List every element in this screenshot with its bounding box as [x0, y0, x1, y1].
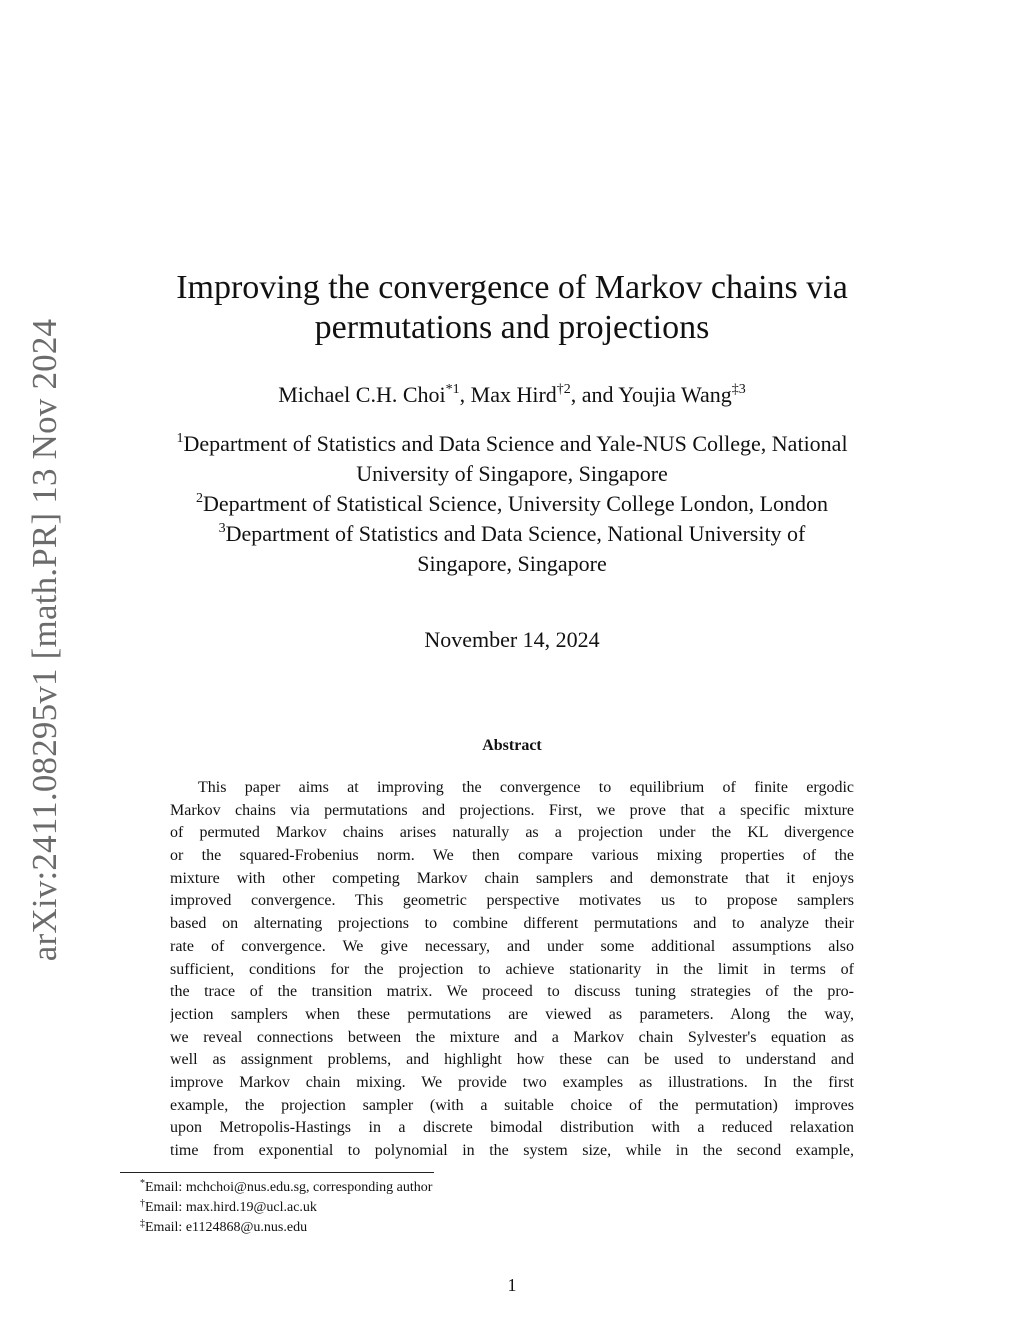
abstract-line: the trace of the transition matrix. We proceed to discuss tuning strategies of the pro-: [170, 983, 854, 1001]
author-name: Youjia Wang: [618, 382, 732, 407]
abstract-line: upon Metropolis-Hastings in a discrete bimodal distribution with a reduced relaxation: [170, 1119, 854, 1137]
abstract-line: or the squared-Frobenius norm. We then compare various mixing properties of the: [170, 847, 854, 865]
affiliation-list: [110, 429, 914, 579]
abstract-line: example, the projection sampler (with a suitable choice of the permutation) improves: [170, 1096, 854, 1114]
abstract-heading: Abstract: [482, 737, 542, 754]
affiliation-text: Department of Statistics and Data Science and Yale-NUS College, National: [183, 431, 848, 456]
arxiv-identifier: arXiv:2411.08295v1 [math.PR] 13 Nov 2024: [25, 318, 64, 962]
author-separator: ,: [459, 382, 471, 407]
abstract-line: mixture with other competing Markov chain samplers and demonstrate that it enjoys: [170, 869, 854, 887]
abstract-line: we reveal connections between the mixture and a Markov chain Sylvester's equation as: [170, 1028, 854, 1046]
footnote-email-text: Email: mchchoi@nus.edu.sg, corresponding author: [145, 1180, 433, 1195]
author-mark: †2: [556, 382, 571, 397]
page-number: 1: [507, 1275, 517, 1295]
abstract-line: Markov chains via permutations and projections. First, we prove that a specific mixture: [170, 801, 854, 819]
affiliation: [110, 519, 914, 549]
abstract-line: improve Markov chain mixing. We provide two examples as illustrations. In the first: [170, 1073, 854, 1091]
author-name: Max Hird: [470, 382, 557, 407]
abstract-line: This paper aims at improving the convergence to equilibrium of finite ergodic: [198, 779, 854, 796]
author-list: [120, 381, 904, 409]
affiliation-continuation: Singapore, Singapore: [417, 551, 607, 576]
footnote-email-text: Email: max.hird.19@ucl.ac.uk: [145, 1200, 317, 1215]
author-separator: , and: [570, 382, 619, 407]
author-name: Michael C.H. Choi: [278, 382, 446, 407]
paper-title: [140, 268, 884, 348]
abstract-line: well as assignment problems, and highlight how these can be used to understand and: [170, 1051, 854, 1069]
affiliation: [110, 489, 914, 519]
footnote: [140, 1218, 432, 1238]
footnote-mark: †: [140, 1198, 145, 1209]
affiliation-number: 1: [176, 431, 184, 446]
author-mark: ‡3: [731, 382, 746, 397]
footnote-divider: [120, 1172, 434, 1173]
footnote-mark: *: [140, 1178, 145, 1189]
affiliation-number: 3: [218, 521, 226, 536]
affiliation-text: Department of Statistical Science, University College London, London: [202, 491, 829, 516]
footnote-list: [140, 1178, 432, 1238]
footnote-mark: ‡: [140, 1218, 145, 1229]
abstract-line: jection samplers when these permutations are viewed as parameters. Along the way,: [170, 1005, 854, 1023]
affiliation-continuation: University of Singapore, Singapore: [356, 461, 668, 486]
abstract-line: improved convergence. This geometric perspective motivates us to propose samplers: [170, 892, 854, 910]
affiliation-number: 2: [195, 491, 203, 506]
footnote: [140, 1178, 432, 1198]
abstract-line: sufficient, conditions for the projection to achieve stationarity in the limit in terms of: [170, 960, 854, 978]
affiliation: [110, 429, 914, 459]
abstract-line: rate of convergence. We give necessary, and under some additional assumptions also: [170, 937, 854, 955]
publication-date: November 14, 2024: [424, 627, 600, 652]
abstract-line: of permuted Markov chains arises naturally as a projection under the KL divergence: [170, 824, 854, 842]
footnote-email-text: Email: e1124868@u.nus.edu: [145, 1220, 308, 1235]
author-mark: *1: [445, 382, 460, 397]
abstract-line: time from exponential to polynomial in the system size, while in the second example,: [170, 1142, 854, 1159]
abstract-line: based on alternating projections to combine different permutations and to analyze their: [170, 915, 854, 933]
affiliation-text: Department of Statistics and Data Science, National University of: [225, 521, 806, 546]
abstract-body: [170, 777, 854, 1163]
footnote: [140, 1198, 432, 1218]
title-line: Improving the convergence of Markov chains via: [176, 269, 848, 306]
title-line: permutations and projections: [314, 309, 710, 346]
